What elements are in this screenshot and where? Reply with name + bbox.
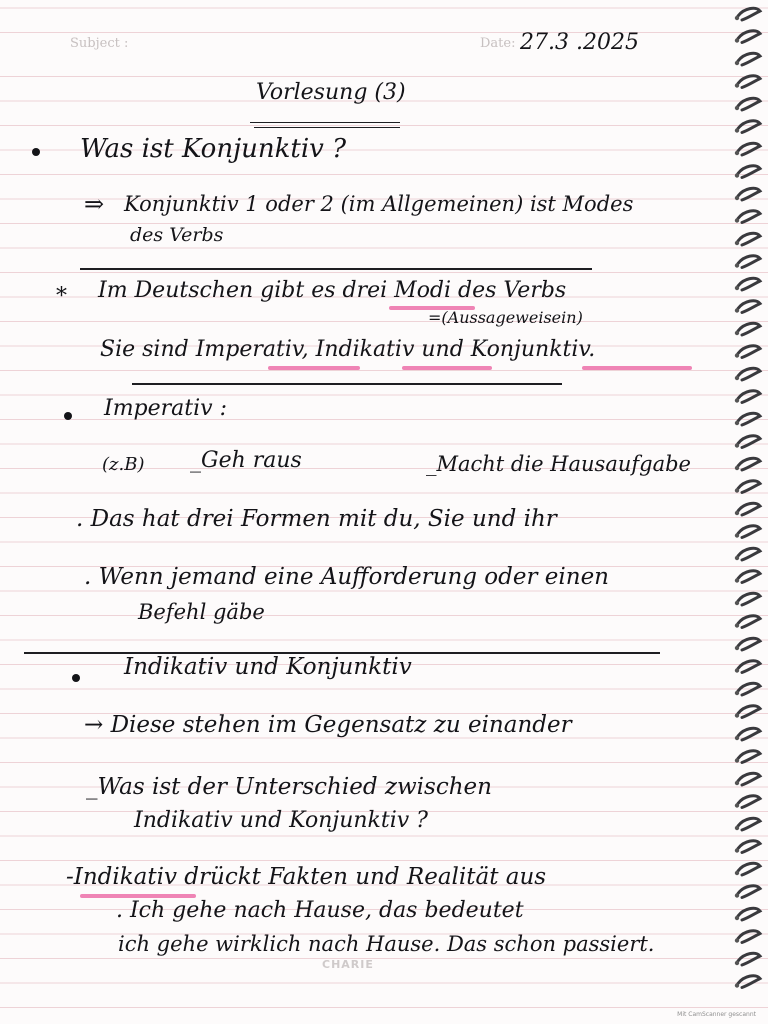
spiral-loop [738, 751, 760, 763]
spiral-hole [735, 938, 739, 942]
spiral-hole [735, 623, 739, 627]
subject-label: Subject : [70, 36, 129, 51]
spiral-hole [735, 781, 739, 785]
date-value: 27.3 .2025 [520, 30, 639, 55]
star-icon: * [56, 284, 67, 309]
spiral-loop [738, 188, 760, 200]
spiral-loop [738, 413, 760, 425]
highlight-indikativ [402, 366, 492, 370]
spiral-hole [735, 466, 739, 470]
spiral-loop [738, 841, 760, 853]
spiral-hole [735, 83, 739, 87]
modi-line: Im Deutschen gibt es drei Modi des Verbs [98, 278, 567, 303]
example-geh: _Geh raus [190, 448, 302, 473]
hause-line: . Ich gehe nach Hause, das bedeutet [116, 898, 524, 923]
spiral-hole [735, 691, 739, 695]
spiral-hole [735, 601, 739, 605]
spiral-hole [735, 376, 739, 380]
spiral-loop [738, 53, 760, 65]
wirklich-line: ich gehe wirklich nach Hause. Das schon passiert. [118, 932, 655, 956]
bullet [32, 148, 40, 156]
date-label: Date: [480, 36, 516, 51]
spiral-loop [738, 593, 760, 605]
spiral-loop [738, 773, 760, 785]
spiral-loop [738, 391, 760, 403]
spiral-hole [735, 533, 739, 537]
bullet [72, 674, 80, 682]
spiral-hole [735, 353, 739, 357]
spiral-hole [735, 848, 739, 852]
spiral-loop [738, 278, 760, 290]
spiral-loop [738, 953, 760, 965]
spiral-hole [735, 893, 739, 897]
spiral-loop [738, 436, 760, 448]
spiral-hole [735, 421, 739, 425]
spiral-loop [738, 323, 760, 335]
title-underline [250, 122, 400, 123]
spiral-loop [738, 211, 760, 223]
spiral-hole [735, 263, 739, 267]
spiral-loop [738, 481, 760, 493]
spiral-hole [735, 871, 739, 875]
arrow-icon: ⇒ [84, 190, 105, 218]
title-underline-2 [254, 127, 400, 128]
page-title: Vorlesung (3) [256, 80, 406, 105]
unterschied-cont: Indikativ und Konjunktiv ? [134, 808, 428, 833]
unterschied-line: _Was ist der Unterschied zwischen [86, 774, 492, 800]
spiral-loop [738, 526, 760, 538]
spiral-loop [738, 728, 760, 740]
spiral-loop [738, 458, 760, 470]
spiral-binding [708, 0, 768, 1000]
spiral-loop [738, 256, 760, 268]
spiral-loop [738, 796, 760, 808]
spiral-hole [735, 196, 739, 200]
spiral-hole [735, 308, 739, 312]
arrow-right-icon: → [84, 712, 104, 738]
answer-line: Konjunktiv 1 oder 2 (im Allgemeinen) ist Modes [124, 192, 634, 216]
spiral-hole [735, 578, 739, 582]
spiral-hole [735, 38, 739, 42]
spiral-loop [738, 683, 760, 695]
spiral-hole [735, 61, 739, 65]
spiral-loop [738, 503, 760, 515]
spiral-hole [735, 556, 739, 560]
highlight-konjunktiv [582, 366, 692, 370]
spiral-hole [735, 173, 739, 177]
fakten-line: -Indikativ drückt Fakten und Realität aus [66, 864, 547, 890]
answer-line-cont: des Verbs [130, 224, 224, 246]
spiral-hole [735, 713, 739, 717]
spiral-loop [738, 818, 760, 830]
bullet [64, 412, 72, 420]
spiral-loop [738, 571, 760, 583]
spiral-hole [735, 826, 739, 830]
spiral-hole [735, 668, 739, 672]
spiral-hole [735, 151, 739, 155]
spiral-hole [735, 983, 739, 987]
highlight-imperativ [268, 366, 360, 370]
spiral-loop [738, 76, 760, 88]
spiral-hole [735, 511, 739, 515]
spiral-loop [738, 301, 760, 313]
spiral-hole [735, 488, 739, 492]
spiral-hole [735, 16, 739, 20]
watermark: CHARIE [322, 958, 374, 971]
spiral-loop [738, 233, 760, 245]
spiral-loop [738, 548, 760, 560]
spiral-loop [738, 931, 760, 943]
spiral-loop [738, 908, 760, 920]
spiral-loop [738, 886, 760, 898]
spiral-hole [735, 961, 739, 965]
spiral-loop [738, 31, 760, 43]
spiral-loop [738, 638, 760, 650]
example-macht: _Macht die Hausaufgabe [426, 452, 691, 476]
spiral-loop [738, 346, 760, 358]
spiral-hole [735, 646, 739, 650]
section-divider-2 [132, 383, 562, 385]
spiral-loop [738, 661, 760, 673]
spiral-hole [735, 443, 739, 447]
spiral-loop [738, 121, 760, 133]
spiral-hole [735, 286, 739, 290]
spiral-loop [738, 143, 760, 155]
scanner-footer: Mit CamScanner gescannt [677, 1011, 756, 1018]
spiral-loop [738, 616, 760, 628]
spiral-hole [735, 128, 739, 132]
modi-note: =(Aussageweisein) [428, 308, 583, 327]
spiral-hole [735, 398, 739, 402]
spiral-hole [735, 218, 739, 222]
sie-sind-line: Sie sind Imperativ, Indikativ und Konjunktiv. [100, 337, 596, 362]
formen-line: . Das hat drei Formen mit du, Sie und ihr [76, 506, 557, 532]
spiral-loop [738, 98, 760, 110]
ind-konj-heading: Indikativ und Konjunktiv [124, 654, 412, 680]
gegensatz-line [84, 712, 572, 738]
spiral-hole [735, 106, 739, 110]
spiral-loop [738, 976, 760, 988]
question-konjunktiv: Was ist Konjunktiv ? [80, 134, 347, 164]
spiral-loop [738, 368, 760, 380]
spiral-hole [735, 758, 739, 762]
section-divider [80, 268, 592, 270]
spiral-hole [735, 736, 739, 740]
befehl-line: Befehl gäbe [138, 600, 265, 624]
imperativ-heading: Imperativ : [104, 396, 227, 421]
gegensatz-text: Diese stehen im Gegensatz zu einander [110, 712, 572, 738]
wenn-line: . Wenn jemand eine Aufforderung oder einen [84, 564, 609, 590]
spiral-hole [735, 241, 739, 245]
spiral-hole [735, 916, 739, 920]
spiral-loop [738, 8, 760, 20]
spiral-loop [738, 706, 760, 718]
spiral-hole [735, 331, 739, 335]
spiral-loop [738, 166, 760, 178]
spiral-hole [735, 803, 739, 807]
spiral-loop [738, 863, 760, 875]
example-label: (z.B) [102, 454, 145, 475]
